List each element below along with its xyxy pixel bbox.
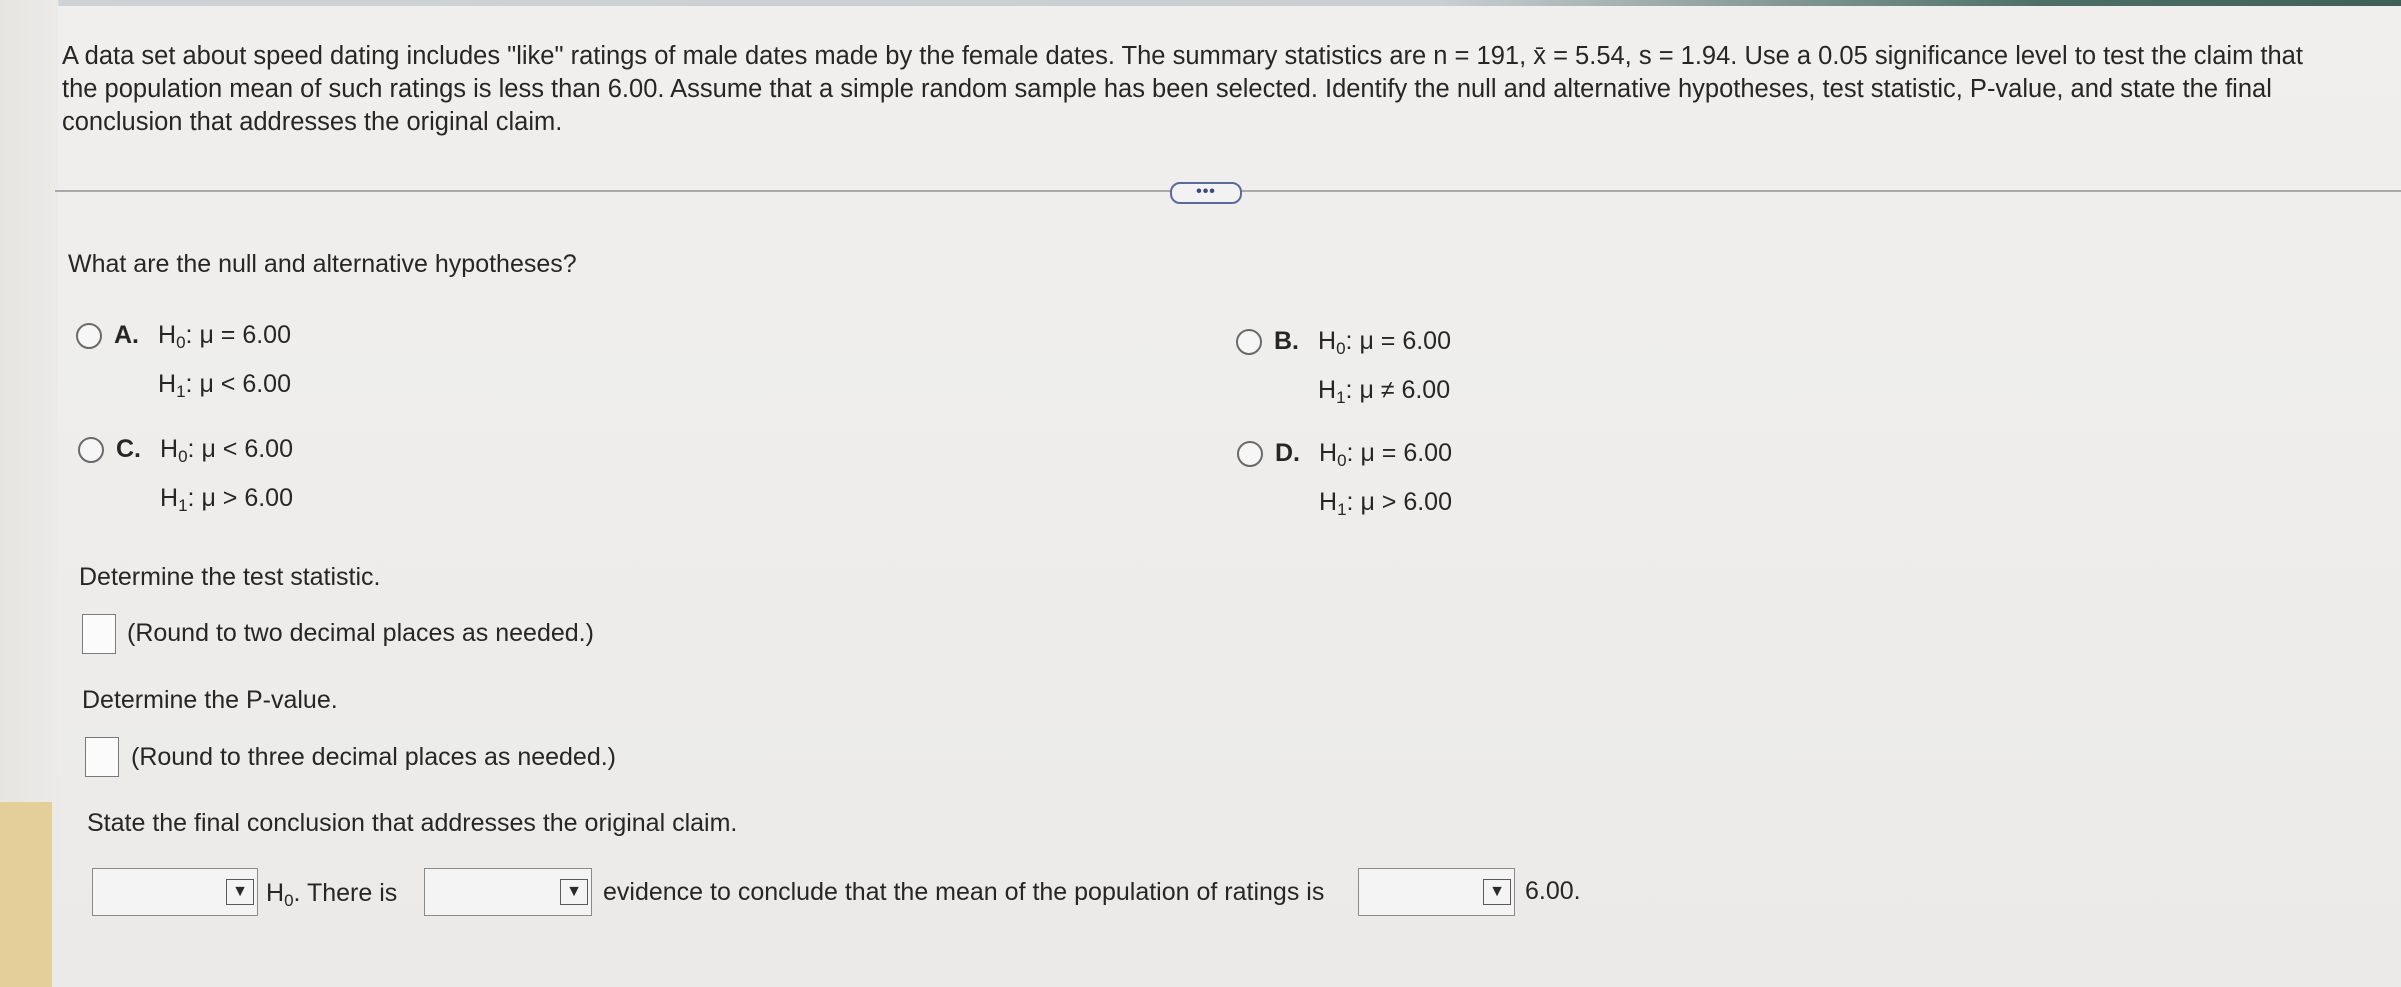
option-d-radio[interactable] <box>1237 441 1263 467</box>
p-value-prompt: Determine the P-value. <box>82 686 338 714</box>
test-statistic-prompt: Determine the test statistic. <box>79 563 381 591</box>
option-a[interactable] <box>76 320 291 418</box>
hypotheses-question: What are the null and alternative hypotheses? <box>68 250 577 278</box>
dropdown-arrow-icon[interactable]: ▼ <box>560 879 588 905</box>
option-c-hypotheses <box>160 434 293 532</box>
option-c[interactable] <box>78 434 293 532</box>
option-b-letter: B. <box>1274 327 1299 355</box>
conclusion-dropdown-3[interactable] <box>1358 868 1515 916</box>
p-value-input[interactable] <box>85 737 119 777</box>
problem-line-3: conclusion that addresses the original claim. <box>62 108 563 136</box>
test-statistic-note: (Round to two decimal places as needed.) <box>127 619 594 647</box>
option-c-h1: $H_1$: μ > 6.00 <box>160 484 293 515</box>
option-d-h1: $H_1$: μ > 6.00 <box>1319 488 1452 519</box>
problem-statement <box>62 40 2362 139</box>
option-b[interactable] <box>1236 326 1451 424</box>
option-b-hypotheses <box>1318 326 1451 424</box>
more-button[interactable]: ••• <box>1170 182 1242 204</box>
option-c-radio[interactable] <box>78 437 104 463</box>
option-d-h0: $H_0$: μ = 6.00 <box>1319 439 1452 470</box>
conclusion-dropdown-2[interactable] <box>424 868 592 916</box>
left-tab <box>0 802 52 987</box>
option-d-letter: D. <box>1275 439 1300 467</box>
option-c-letter: C. <box>116 435 141 463</box>
option-a-letter: A. <box>114 321 139 349</box>
conclusion-middle-text: evidence to conclude that the mean of the population of ratings is <box>603 878 1325 906</box>
option-c-h0: $H_0$: μ < 6.00 <box>160 435 293 466</box>
conclusion-dropdown-1[interactable] <box>92 868 258 916</box>
option-a-radio[interactable] <box>76 323 102 349</box>
option-b-h1: $H_1$: μ ≠ 6.00 <box>1318 376 1451 407</box>
dropdown-arrow-icon[interactable]: ▼ <box>1483 879 1511 905</box>
option-d-hypotheses <box>1319 438 1452 536</box>
conclusion-end-text: 6.00. <box>1525 877 1581 905</box>
question-panel <box>58 6 2401 987</box>
test-statistic-input[interactable] <box>82 614 116 654</box>
conclusion-prompt: State the final conclusion that addresses the original claim. <box>87 809 738 837</box>
option-d[interactable] <box>1237 438 1452 536</box>
problem-line-1: A data set about speed dating includes "like" ratings of male dates made by the female dates. The summary statistics are n = 191, x̄ = 5.54, s = 1.94. Use a 0.05 significance level to test the claim that <box>62 42 2303 70</box>
p-value-note: (Round to three decimal places as needed.) <box>131 743 617 771</box>
option-a-h1: $H_1$: μ < 6.00 <box>158 370 291 401</box>
dropdown-arrow-icon[interactable]: ▼ <box>226 879 254 905</box>
option-a-hypotheses <box>158 320 291 418</box>
conclusion-h0-text: $H_0$. There is <box>266 879 398 910</box>
option-b-radio[interactable] <box>1236 329 1262 355</box>
option-a-h0: $H_0$: μ = 6.00 <box>158 321 291 352</box>
problem-line-2: the population mean of such ratings is less than 6.00. Assume that a simple random sample has been selected. Identify the null and alternative hypotheses, test statistic, P-value, and state the final <box>62 75 2272 103</box>
option-b-h0: $H_0$: μ = 6.00 <box>1318 327 1451 358</box>
